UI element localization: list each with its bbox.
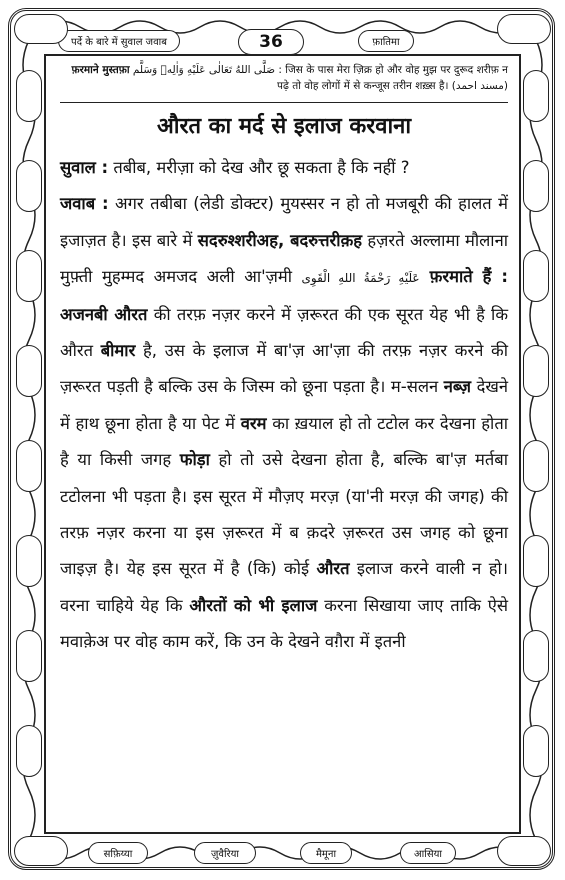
corner-badge-bottom-right xyxy=(497,836,551,866)
answer-bold: सदरुश्शरीअह, बदरुत्तरीक़ह xyxy=(197,230,363,250)
answer-text: करना सिखाया जाए ताकि ऐसे मवाक़ेअ पर वोह काम करें, कि उन के देखने वग़ैरा में इतनी xyxy=(60,595,508,652)
side-medallion-right xyxy=(523,345,549,397)
quote-source: (مسند احمد) xyxy=(451,80,508,92)
answer-bold: अजनबी औरत xyxy=(60,304,148,324)
answer-bold: औरतों को भी इलाज xyxy=(189,595,318,615)
answer-paragraph xyxy=(60,186,508,660)
question-label: सुवाल : xyxy=(60,158,109,177)
body-text xyxy=(60,150,508,661)
quote-blessing: صَلَّى اللهُ تَعَالٰی عَلَیْهِ وَاٰلِهٖ وَسَلَّم xyxy=(132,64,276,76)
page-title: औरत का मर्द से इलाज करवाना xyxy=(156,114,412,139)
answer-text: अगर तबीबा (लेडी डोक्टर) मुयस्सर न हो तो मजबूरी की हालत में इजाज़त है। इस बारे में xyxy=(60,194,508,250)
side-medallion-left xyxy=(16,70,42,122)
answer-arabic: عَلَیْهِ رَحْمَةُ اللهِ الْقَوِی xyxy=(301,271,420,286)
answer-bold: नब्ज़ xyxy=(443,377,472,397)
answer-bold: औरत xyxy=(316,559,350,579)
answer-text: फ़रमाते हैं : xyxy=(419,267,509,287)
answer-bold: वरम xyxy=(240,413,267,433)
side-medallion-right xyxy=(523,535,549,587)
answer-text: इलाज करने वाली न हो। वरना चाहिये येह कि xyxy=(60,559,508,615)
answer-bold: फोड़ा xyxy=(179,450,210,470)
footer-tab: सफ़िय्या xyxy=(88,842,148,864)
quote-divider xyxy=(60,102,508,103)
corner-badge-bottom-left xyxy=(14,836,68,866)
footer-tab: आसिया xyxy=(400,842,456,864)
header-book-title: पर्दे के बारे में सुवाल जवाब xyxy=(58,30,180,52)
side-medallion-left xyxy=(16,535,42,587)
question-text: तबीब, मरीज़ा को देख और छू सकता है कि नहीं ? xyxy=(108,158,410,177)
header-name-tab: फ़ातिमा xyxy=(358,30,414,52)
question-paragraph xyxy=(60,150,508,186)
side-medallion-right xyxy=(523,440,549,492)
side-medallion-left xyxy=(16,345,42,397)
side-medallion-left xyxy=(16,250,42,302)
side-medallion-right xyxy=(523,725,549,777)
answer-text: हज़रते अल्लामा मौलाना मुफ़्ती मुहम्मद अमजद अली आ'ज़मी xyxy=(60,230,509,287)
footer-tab: मैमूना xyxy=(300,842,352,864)
side-medallion-left xyxy=(16,630,42,682)
answer-text: देखने में हाथ छूना होता है या पेट में xyxy=(60,377,508,433)
answer-text: हो तो उसे देखना होता है, बल्कि बा'ज़ मर्तबा टटोलना भी पड़ता है। इस सूरत में मौज़ए मरज़ (या'नी मरज़ की जगह) की तरफ़ नज़र करना या इस ज़रूरत में ब क़दरे ज़रूरत उस जगह को छूना जाइज़ है। येह इस सूरत में है (कि) कोई xyxy=(60,450,508,579)
side-medallion-right xyxy=(523,70,549,122)
side-medallion-left xyxy=(16,160,42,212)
answer-text: का ख़याल हो तो टटोल कर देखना होता है या किसी जगह xyxy=(60,413,509,470)
side-medallion-right xyxy=(523,630,549,682)
page-number: 36 xyxy=(238,29,304,55)
answer-bold: बीमार xyxy=(100,341,136,361)
side-medallion-right xyxy=(523,250,549,302)
answer-text: की तरफ़ नज़र करने में ज़रूरत की एक सूरत येह भी है कि औरत xyxy=(60,304,508,361)
side-medallion-right xyxy=(523,160,549,212)
side-medallion-left xyxy=(16,725,42,777)
quote-text: : जिस के पास मेरा ज़िक्र हो और वोह मुझ पर दुरूद शरीफ़ न पढ़े तो वोह लोगों में से कन्जूस तरीन शख़्स है। xyxy=(277,64,508,92)
footer-tab: ज़ुवैरिया xyxy=(194,842,256,864)
hadith-quote xyxy=(60,62,508,94)
corner-badge-top-left xyxy=(14,14,68,44)
quote-label: फ़रमाने मुस्तफ़ा xyxy=(71,64,130,76)
answer-text: है, उस के इलाज में बा'ज़ आ'ज़ा की तरफ़ नज़र करने की ज़रूरत पड़ती है बल्कि उस के जिस्म को छूना पड़ता है। म-सलन xyxy=(60,341,509,397)
side-medallion-left xyxy=(16,440,42,492)
answer-label: जवाब : xyxy=(60,194,109,214)
corner-badge-top-right xyxy=(497,14,551,44)
